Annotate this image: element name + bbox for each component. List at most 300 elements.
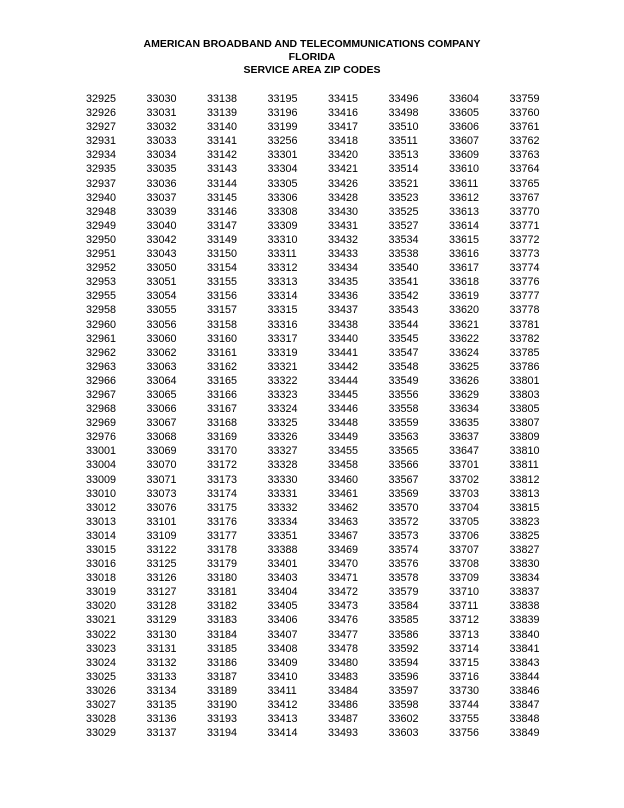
- zip-code: 33413: [267, 713, 298, 726]
- zip-code: 33330: [267, 473, 298, 486]
- zip-code: 33155: [207, 276, 238, 289]
- zip-code: 33446: [328, 403, 359, 416]
- zip-code: 33629: [449, 388, 480, 401]
- zip-code: 32961: [86, 332, 117, 345]
- zip-code: 33470: [328, 558, 359, 571]
- zip-code: 33308: [267, 205, 298, 218]
- zip-code: 33030: [146, 93, 177, 105]
- zip-code: 33401: [267, 558, 298, 571]
- zip-code: 33169: [207, 431, 238, 444]
- zip-code: 33309: [267, 219, 298, 232]
- zip-code: 33702: [449, 473, 480, 486]
- zip-code: 33185: [207, 642, 238, 655]
- zip-code: 33617: [449, 262, 480, 275]
- zip-code: 33476: [328, 614, 359, 627]
- zip-code: 33150: [207, 248, 238, 261]
- zip-code: 33133: [146, 670, 177, 683]
- zip-code: 33147: [207, 219, 238, 232]
- zip-code-table: [86, 92, 556, 740]
- zip-code: 33616: [449, 248, 480, 261]
- zip-code: 33624: [449, 346, 480, 359]
- zip-code: 33167: [207, 403, 238, 416]
- zip-code: 33051: [146, 276, 177, 289]
- zip-code: 33813: [509, 487, 540, 500]
- zip-code: 33585: [388, 614, 419, 627]
- zip-code: 32967: [86, 388, 117, 401]
- zip-code: 33066: [146, 403, 177, 416]
- zip-code: 33498: [388, 107, 419, 120]
- zip-code: 33598: [388, 699, 419, 712]
- zip-code: 33033: [146, 135, 177, 148]
- zip-code: 33762: [509, 135, 540, 148]
- zip-code: 33009: [86, 473, 117, 486]
- zip-code: 33319: [267, 346, 298, 359]
- zip-code: 33514: [388, 163, 419, 176]
- zip-code: 33069: [146, 445, 177, 458]
- zip-code: 32962: [86, 346, 117, 359]
- zip-code: 33604: [449, 93, 480, 105]
- zip-code: 33773: [509, 248, 540, 261]
- zip-code: 33313: [267, 276, 298, 289]
- zip-code: 33801: [509, 374, 540, 387]
- zip-code: 33586: [388, 628, 419, 641]
- zip-code: 33521: [388, 177, 419, 190]
- zip-code: 33405: [267, 600, 298, 613]
- zip-code: 33175: [207, 501, 238, 514]
- zip-code: 33127: [146, 586, 177, 599]
- zip-code: 33815: [509, 501, 540, 514]
- zip-code: 33060: [146, 332, 177, 345]
- zip-code: 33647: [449, 445, 480, 458]
- zip-code: 33431: [328, 219, 359, 232]
- zip-code: 33458: [328, 459, 359, 472]
- zip-code: 33195: [267, 93, 298, 105]
- zip-code: 33493: [328, 727, 359, 740]
- zip-code: 33129: [146, 614, 177, 627]
- zip-code: 32935: [86, 163, 117, 176]
- zip-code: 33187: [207, 670, 238, 683]
- zip-code: 33607: [449, 135, 480, 148]
- zip-code: 33042: [146, 233, 177, 246]
- zip-code: 33031: [146, 107, 177, 120]
- zip-code: 33037: [146, 191, 177, 204]
- zip-code: 33610: [449, 163, 480, 176]
- zip-code: 33016: [86, 558, 117, 571]
- zip-code: 33440: [328, 332, 359, 345]
- zip-code: 33541: [388, 276, 419, 289]
- zip-code: 33805: [509, 403, 540, 416]
- zip-code: 32951: [86, 248, 117, 261]
- zip-code: 33837: [509, 586, 540, 599]
- zip-code: 33409: [267, 656, 298, 669]
- zip-code: 32934: [86, 149, 117, 162]
- zip-code: 33181: [207, 586, 238, 599]
- zip-code: 33139: [207, 107, 238, 120]
- zip-code: 32952: [86, 262, 117, 275]
- zip-code: 33154: [207, 262, 238, 275]
- zip-code: 33196: [267, 107, 298, 120]
- zip-code: 33469: [328, 544, 359, 556]
- zip-code: 33543: [388, 304, 419, 317]
- zip-code: 33071: [146, 473, 177, 486]
- zip-code: 32969: [86, 417, 117, 430]
- zip-code: 33496: [388, 93, 419, 105]
- zip-code: 33189: [207, 684, 238, 697]
- zip-code: 33306: [267, 191, 298, 204]
- zip-code: 33467: [328, 529, 359, 542]
- zip-code: 33760: [509, 107, 540, 120]
- zip-code: 33756: [449, 727, 480, 740]
- zip-code: 33146: [207, 205, 238, 218]
- zip-code: 33838: [509, 600, 540, 613]
- zip-code: 33542: [388, 290, 419, 303]
- zip-code: 32931: [86, 135, 117, 148]
- zip-code: 33027: [86, 699, 117, 712]
- zip-code: 33101: [146, 515, 177, 528]
- zip-code: 33064: [146, 374, 177, 387]
- zip-code: 33713: [449, 628, 480, 641]
- zip-code: 33420: [328, 149, 359, 162]
- zip-code: 33076: [146, 501, 177, 514]
- zip-code: 33473: [328, 600, 359, 613]
- zip-code: 33435: [328, 276, 359, 289]
- zip-column-8: [510, 92, 571, 740]
- zip-code: 33126: [146, 572, 177, 585]
- zip-code: 33321: [267, 360, 298, 373]
- zip-code: 33565: [388, 445, 419, 458]
- zip-code: 33566: [388, 459, 419, 472]
- zip-code: 33130: [146, 628, 177, 641]
- zip-code: 33511: [388, 135, 418, 148]
- zip-code: 33416: [328, 107, 359, 120]
- zip-code: 33441: [328, 346, 359, 359]
- zip-code: 33325: [267, 417, 298, 430]
- zip-code: 33763: [509, 149, 540, 162]
- zip-code: 33062: [146, 346, 177, 359]
- zip-code: 33301: [267, 149, 298, 162]
- zip-code: 33846: [509, 684, 540, 697]
- zip-code: 33772: [509, 233, 540, 246]
- zip-code: 33570: [388, 501, 419, 514]
- zip-code: 33759: [509, 93, 540, 105]
- zip-code: 33811: [509, 459, 539, 472]
- zip-code: 33809: [509, 431, 540, 444]
- zip-code: 33786: [509, 360, 540, 373]
- zip-code: 33540: [388, 262, 419, 275]
- zip-code: 33621: [449, 318, 480, 331]
- zip-code: 32949: [86, 219, 117, 232]
- zip-code: 33620: [449, 304, 480, 317]
- zip-code: 32948: [86, 205, 117, 218]
- zip-column-4: [268, 92, 329, 740]
- zip-code: 33193: [207, 713, 238, 726]
- state-name: FLORIDA: [288, 51, 336, 63]
- zip-code: 33547: [388, 346, 419, 359]
- zip-code: 33834: [509, 572, 540, 585]
- zip-code: 33039: [146, 205, 177, 218]
- zip-code: 33136: [146, 713, 177, 726]
- zip-code: 32960: [86, 318, 117, 331]
- zip-code: 33827: [509, 544, 540, 556]
- zip-code: 33715: [449, 656, 480, 669]
- zip-code: 32926: [86, 107, 117, 120]
- zip-code: 33412: [267, 699, 298, 712]
- zip-code: 32958: [86, 304, 117, 317]
- zip-code: 32937: [86, 177, 117, 190]
- zip-code: 33160: [207, 332, 238, 345]
- zip-code: 33708: [449, 558, 480, 571]
- zip-code: 33432: [328, 233, 359, 246]
- zip-code: 33426: [328, 177, 359, 190]
- zip-code: 33408: [267, 642, 298, 655]
- zip-code: 32963: [86, 360, 117, 373]
- zip-code: 32953: [86, 276, 117, 289]
- zip-code: 33487: [328, 713, 359, 726]
- document-subtitle: SERVICE AREA ZIP CODES: [243, 64, 381, 76]
- zip-code: 33619: [449, 290, 480, 303]
- zip-code: 33771: [509, 219, 540, 232]
- zip-code: 33190: [207, 699, 238, 712]
- zip-code: 32950: [86, 233, 117, 246]
- zip-code: 33438: [328, 318, 359, 331]
- zip-code: 33063: [146, 360, 177, 373]
- zip-code: 33803: [509, 388, 540, 401]
- zip-code: 33142: [207, 149, 238, 162]
- zip-code: 33021: [86, 614, 117, 627]
- zip-code: 33549: [388, 374, 419, 387]
- zip-code: 33015: [86, 544, 117, 556]
- zip-code: 33166: [207, 388, 238, 401]
- zip-code: 33558: [388, 403, 419, 416]
- zip-code: 33707: [449, 544, 480, 556]
- zip-code: 32976: [86, 431, 117, 444]
- zip-code: 33576: [388, 558, 419, 571]
- zip-code: 33012: [86, 501, 117, 514]
- zip-code: 33449: [328, 431, 359, 444]
- zip-code: 33125: [146, 558, 177, 571]
- zip-code: 32955: [86, 290, 117, 303]
- zip-code: 33614: [449, 219, 480, 232]
- zip-code: 33525: [388, 205, 419, 218]
- zip-code: 33538: [388, 248, 419, 261]
- zip-code: 33573: [388, 529, 419, 542]
- zip-code: 32968: [86, 403, 117, 416]
- zip-code: 33317: [267, 332, 298, 345]
- zip-code: 33572: [388, 515, 419, 528]
- zip-code: 33128: [146, 600, 177, 613]
- zip-code: 33704: [449, 501, 480, 514]
- zip-code: 33843: [509, 656, 540, 669]
- zip-code: 33455: [328, 445, 359, 458]
- zip-code: 33569: [388, 487, 419, 500]
- zip-code: 33178: [207, 544, 238, 556]
- zip-code: 33428: [328, 191, 359, 204]
- zip-code: 33710: [449, 586, 480, 599]
- document-header: [0, 38, 624, 77]
- zip-code: 33609: [449, 149, 480, 162]
- zip-code: 33701: [449, 459, 480, 472]
- zip-code: 33415: [328, 93, 359, 105]
- zip-code: 33709: [449, 572, 480, 585]
- zip-code: 33579: [388, 586, 419, 599]
- zip-code: 33716: [449, 670, 480, 683]
- zip-code: 33634: [449, 403, 480, 416]
- zip-code: 33523: [388, 191, 419, 204]
- zip-code: 33143: [207, 163, 238, 176]
- zip-code: 33065: [146, 388, 177, 401]
- zip-code: 33316: [267, 318, 298, 331]
- zip-code: 33029: [86, 727, 117, 740]
- zip-code: 33323: [267, 388, 298, 401]
- zip-column-3: [207, 92, 268, 740]
- zip-code: 33165: [207, 374, 238, 387]
- zip-code: 33830: [509, 558, 540, 571]
- zip-code: 33567: [388, 473, 419, 486]
- zip-code: 33176: [207, 515, 238, 528]
- zip-code: 33417: [328, 121, 359, 134]
- zip-code: 33024: [86, 656, 117, 669]
- zip-code: 33054: [146, 290, 177, 303]
- zip-code: 33484: [328, 684, 359, 697]
- zip-code: 33135: [146, 699, 177, 712]
- zip-code: 33328: [267, 459, 298, 472]
- zip-column-7: [449, 92, 510, 740]
- zip-code: 33140: [207, 121, 238, 134]
- zip-code: 33403: [267, 572, 298, 585]
- zip-code: 33825: [509, 529, 540, 542]
- zip-code: 33761: [509, 121, 540, 134]
- zip-code: 32927: [86, 121, 117, 134]
- zip-code: 33711: [449, 600, 479, 613]
- zip-code: 33411: [267, 684, 297, 697]
- zip-code: 33050: [146, 262, 177, 275]
- zip-code: 33812: [509, 473, 540, 486]
- zip-code: 33388: [267, 544, 298, 556]
- zip-code: 33463: [328, 515, 359, 528]
- zip-code: 33034: [146, 149, 177, 162]
- zip-column-1: [86, 92, 147, 740]
- zip-code: 33730: [449, 684, 480, 697]
- zip-code: 33020: [86, 600, 117, 613]
- zip-code: 33018: [86, 572, 117, 585]
- zip-code: 33442: [328, 360, 359, 373]
- zip-code: 33032: [146, 121, 177, 134]
- zip-code: 33182: [207, 600, 238, 613]
- zip-code: 33305: [267, 177, 298, 190]
- zip-code: 33635: [449, 417, 480, 430]
- zip-code: 33612: [449, 191, 480, 204]
- zip-code: 33351: [267, 529, 298, 542]
- zip-code: 33326: [267, 431, 298, 444]
- zip-code: 33622: [449, 332, 480, 345]
- zip-code: 33445: [328, 388, 359, 401]
- zip-code: 33134: [146, 684, 177, 697]
- zip-code: 33028: [86, 713, 117, 726]
- zip-code: 33778: [509, 304, 540, 317]
- zip-code: 33132: [146, 656, 177, 669]
- zip-code: 33765: [509, 177, 540, 190]
- zip-code: 33785: [509, 346, 540, 359]
- zip-code: 33477: [328, 628, 359, 641]
- zip-code: 33183: [207, 614, 238, 627]
- zip-code: 33331: [267, 487, 298, 500]
- zip-code: 33312: [267, 262, 298, 275]
- zip-code: 33848: [509, 713, 540, 726]
- zip-code: 33705: [449, 515, 480, 528]
- zip-code: 33613: [449, 205, 480, 218]
- zip-code: 33618: [449, 276, 480, 289]
- zip-code: 33513: [388, 149, 419, 162]
- zip-code: 33596: [388, 670, 419, 683]
- zip-code: 33841: [509, 642, 540, 655]
- zip-code: 33744: [449, 699, 480, 712]
- zip-code: 33315: [267, 304, 298, 317]
- zip-code: 33461: [328, 487, 359, 500]
- zip-code: 33010: [86, 487, 117, 500]
- zip-code: 32940: [86, 191, 117, 204]
- zip-code: 33026: [86, 684, 117, 697]
- zip-code: 33594: [388, 656, 419, 669]
- zip-code: 33548: [388, 360, 419, 373]
- zip-code: 33486: [328, 699, 359, 712]
- zip-code: 33322: [267, 374, 298, 387]
- zip-code: 33703: [449, 487, 480, 500]
- zip-code: 33777: [509, 290, 540, 303]
- zip-code: 33840: [509, 628, 540, 641]
- zip-code: 33839: [509, 614, 540, 627]
- zip-code: 33256: [267, 135, 298, 148]
- zip-code: 33310: [267, 233, 298, 246]
- zip-code: 33122: [146, 544, 177, 556]
- zip-code: 33584: [388, 600, 419, 613]
- zip-code: 33410: [267, 670, 298, 683]
- zip-code: 33023: [86, 642, 117, 655]
- zip-code: 33472: [328, 586, 359, 599]
- zip-code: 33556: [388, 388, 419, 401]
- zip-code: 33170: [207, 445, 238, 458]
- zip-code: 33161: [207, 346, 238, 359]
- zip-code: 33168: [207, 417, 238, 430]
- zip-code: 33194: [207, 727, 238, 740]
- zip-code: 33199: [267, 121, 298, 134]
- zip-code: 33131: [146, 642, 177, 655]
- zip-code: 33177: [207, 529, 238, 542]
- zip-code: 33040: [146, 219, 177, 232]
- zip-code: 33414: [267, 727, 298, 740]
- zip-code: 33462: [328, 501, 359, 514]
- company-name: AMERICAN BROADBAND AND TELECOMMUNICATIONS COMPANY: [143, 38, 481, 50]
- zip-column-2: [147, 92, 208, 740]
- zip-code: 33145: [207, 191, 238, 204]
- zip-code: 33141: [207, 135, 238, 148]
- zip-code: 33334: [267, 515, 298, 528]
- zip-code: 33611: [449, 177, 479, 190]
- zip-code: 33179: [207, 558, 238, 571]
- zip-code: 33625: [449, 360, 480, 373]
- zip-code: 32925: [86, 93, 117, 105]
- zip-code: 33067: [146, 417, 177, 430]
- zip-code: 33774: [509, 262, 540, 275]
- zip-code: 33770: [509, 205, 540, 218]
- zip-code: 33781: [509, 318, 540, 331]
- zip-code: 33510: [388, 121, 419, 134]
- zip-code: 33755: [449, 713, 480, 726]
- zip-column-6: [389, 92, 450, 740]
- zip-code: 33544: [388, 318, 419, 331]
- zip-code: 33184: [207, 628, 238, 641]
- zip-code: 33602: [388, 713, 419, 726]
- zip-code: 33471: [328, 572, 359, 585]
